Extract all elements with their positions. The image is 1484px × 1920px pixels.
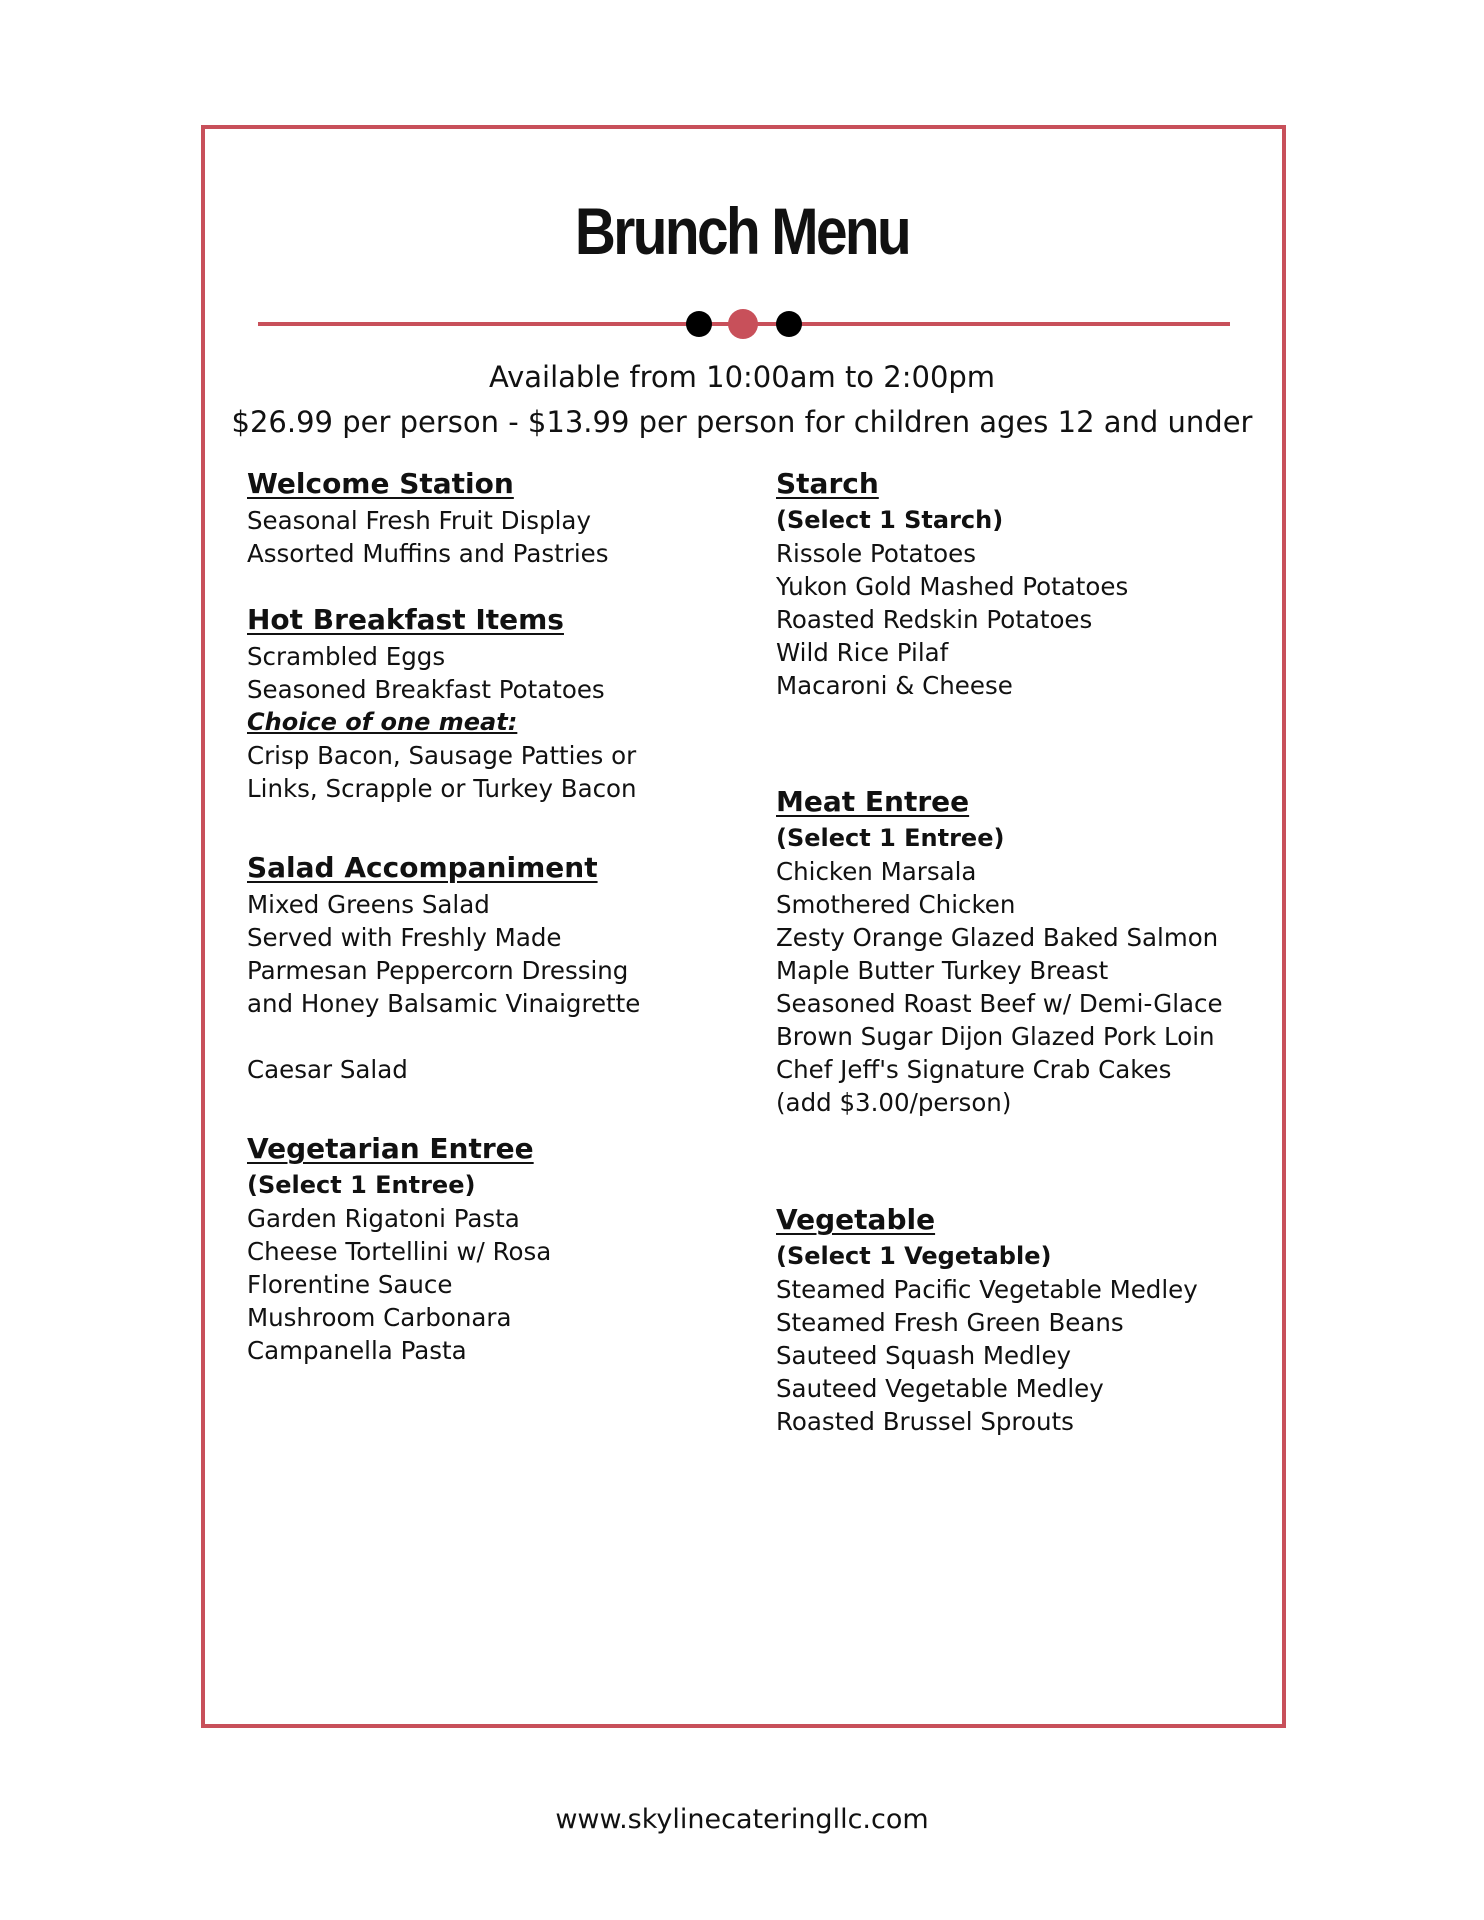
- menu-item: Chicken Marsala: [776, 857, 977, 886]
- menu-item: and Honey Balsamic Vinaigrette: [247, 989, 641, 1018]
- section-starch: [776, 466, 1128, 702]
- menu-item: Garden Rigatoni Pasta: [247, 1204, 520, 1233]
- menu-item: Steamed Fresh Green Beans: [776, 1308, 1124, 1337]
- selection-note: (Select 1 Entree): [247, 1171, 476, 1199]
- menu-item: Mixed Greens Salad: [247, 890, 490, 919]
- menu-item: Links, Scrapple or Turkey Bacon: [247, 774, 637, 803]
- menu-item: (add $3.00/person): [776, 1088, 1012, 1117]
- selection-note: (Select 1 Starch): [776, 506, 1004, 534]
- section-heading: Meat Entree: [776, 785, 970, 818]
- menu-item: Steamed Pacific Vegetable Medley: [776, 1275, 1198, 1304]
- menu-item: Seasonal Fresh Fruit Display: [247, 506, 591, 535]
- menu-item: Seasoned Roast Beef w/ Demi-Glace: [776, 989, 1223, 1018]
- selection-note: (Select 1 Vegetable): [776, 1242, 1052, 1270]
- section-heading: Salad Accompaniment: [247, 851, 598, 884]
- selection-note: (Select 1 Entree): [776, 824, 1005, 852]
- menu-item: Roasted Brussel Sprouts: [776, 1407, 1074, 1436]
- menu-item: Roasted Redskin Potatoes: [776, 605, 1093, 634]
- menu-item: Seasoned Breakfast Potatoes: [247, 675, 605, 704]
- menu-title: Brunch Menu: [574, 194, 910, 268]
- menu-item: Caesar Salad: [247, 1055, 408, 1084]
- section-heading: Starch: [776, 467, 879, 500]
- section-meat-entree: [776, 784, 1223, 1119]
- section-vegetable: [776, 1202, 1198, 1438]
- menu-item: Mushroom Carbonara: [247, 1303, 512, 1332]
- menu-item: Served with Freshly Made: [247, 923, 562, 952]
- section-heading: Hot Breakfast Items: [247, 603, 564, 636]
- menu-item: Sauteed Squash Medley: [776, 1341, 1072, 1370]
- section-vegetarian: [247, 1131, 551, 1367]
- menu-item: Parmesan Peppercorn Dressing: [247, 956, 629, 985]
- menu-item: Macaroni & Cheese: [776, 671, 1013, 700]
- menu-item: Scrambled Eggs: [247, 642, 446, 671]
- menu-item: Florentine Sauce: [247, 1270, 453, 1299]
- divider-dot-center: [728, 309, 758, 339]
- menu-item: Maple Butter Turkey Breast: [776, 956, 1109, 985]
- menu-item: Chef Jeff's Signature Crab Cakes: [776, 1055, 1172, 1084]
- menu-item: Rissole Potatoes: [776, 539, 976, 568]
- menu-item: Yukon Gold Mashed Potatoes: [776, 572, 1129, 601]
- spacer: [247, 1020, 640, 1053]
- menu-item: Zesty Orange Glazed Baked Salmon: [776, 923, 1219, 952]
- meat-choice-label: Choice of one meat:: [247, 708, 518, 736]
- menu-item: Brown Sugar Dijon Glazed Pork Loin: [776, 1022, 1215, 1051]
- section-hot-breakfast: [247, 602, 637, 805]
- website-url: www.skylinecateringllc.com: [555, 1804, 929, 1835]
- section-welcome-station: [247, 466, 608, 570]
- menu-item: Sauteed Vegetable Medley: [776, 1374, 1104, 1403]
- divider-dot-left: [686, 311, 712, 337]
- menu-item: Assorted Muffins and Pastries: [247, 539, 609, 568]
- availability-text: Available from 10:00am to 2:00pm: [488, 360, 996, 394]
- section-heading: Vegetable: [776, 1203, 936, 1236]
- menu-item: Crisp Bacon, Sausage Patties or: [247, 741, 637, 770]
- menu-item: Wild Rice Pilaf: [776, 638, 949, 667]
- section-heading: Welcome Station: [247, 467, 514, 500]
- menu-item: Campanella Pasta: [247, 1336, 467, 1365]
- menu-item: Cheese Tortellini w/ Rosa: [247, 1237, 552, 1266]
- section-salad: [247, 850, 640, 1086]
- divider-dot-right: [776, 311, 802, 337]
- menu-item: Smothered Chicken: [776, 890, 1016, 919]
- section-heading: Vegetarian Entree: [247, 1132, 534, 1165]
- pricing-text: $26.99 per person - $13.99 per person for children ages 12 and under: [231, 405, 1253, 439]
